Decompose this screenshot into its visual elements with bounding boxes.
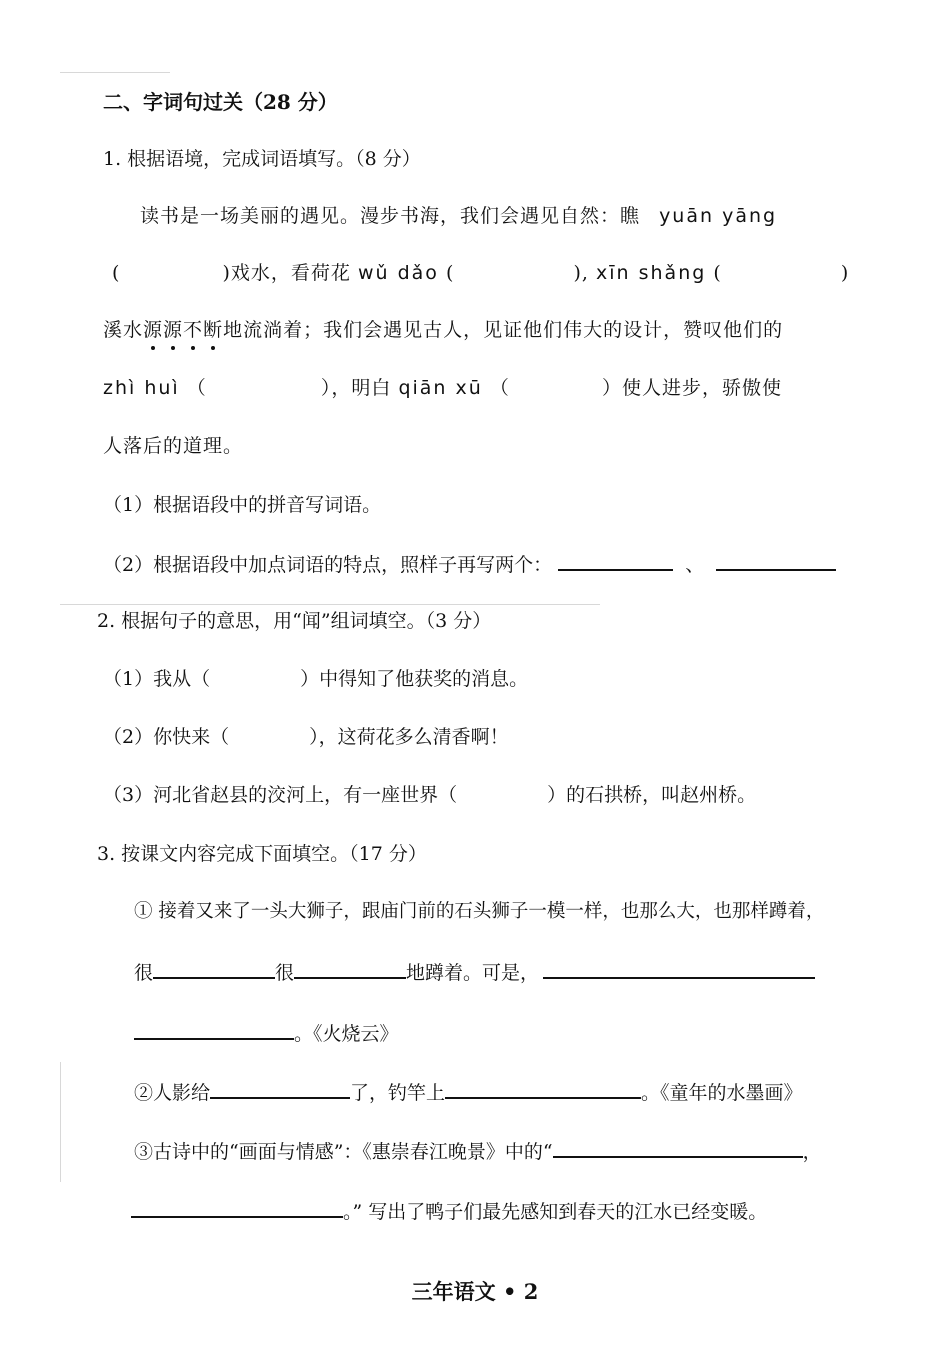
separator: 、 [685,554,705,576]
passage-text: )戏水，看荷花 [222,262,351,284]
passage-text: 溪水 [103,319,144,341]
q2-sentence-3 [103,783,756,807]
answer-line-5[interactable] [543,959,815,979]
q1-passage-line-3 [103,318,783,342]
close-paren: ） [601,377,622,399]
sentence-text: 。” 写出了鸭子们最先感知到春天的江水已经变暖。 [343,1201,768,1223]
q3-title: 3. 按课文内容完成下面填空。（17 分） [97,843,427,865]
answer-line-8[interactable] [445,1079,641,1099]
dotted-char: 不 [183,319,204,341]
q3-item-1-line-2 [134,959,815,985]
open-paren: ( [445,262,455,284]
q1-sub2 [103,551,836,577]
q3-item-1-line-3 [134,1020,399,1046]
scan-artifact-line [60,1062,61,1182]
answer-line-6[interactable] [134,1020,294,1040]
passage-text: 读书是一场美丽的遇见。漫步书海，我们会遇见自然：瞧 [140,205,641,227]
comma: ， [802,1141,822,1163]
scan-artifact-line [60,72,170,73]
q1-passage-line-4 [103,376,782,400]
q1-passage-line-2 [112,261,849,285]
answer-line-4[interactable] [294,959,406,979]
pinyin: zhì huì [103,377,180,399]
pinyin: wǔ dǎo [357,262,439,284]
answer-line-3[interactable] [153,959,275,979]
close-paren: ） [320,377,332,399]
q2-sentence-2 [103,725,509,749]
answer-line-7[interactable] [210,1079,350,1099]
q1-title: 1. 根据语境，完成词语填写。（8 分） [103,148,421,170]
dotted-char: 断 [203,319,224,341]
word-hen: 很 [275,962,295,984]
source-title: 。《童年的水墨画》 [641,1082,803,1104]
sentence-text: （1）我从（ [103,668,211,690]
answer-line-9[interactable] [553,1138,803,1158]
sentence-text: ）的石拱桥，叫赵州桥。 [547,784,757,806]
sentence-text: ③古诗中的“画面与情感”：《惠崇春江晚景》中的“ [134,1141,553,1163]
q1-sub1: （1）根据语段中的拼音写词语。 [103,494,382,516]
passage-text: 使人进步，骄傲使 [621,377,782,399]
q3-item-1-line-1: ① 接着又来了一头大狮子，跟庙门前的石头狮子一模一样，也那么大，也那样蹲着， [134,901,825,922]
sentence-text: ），这荷花多么清香啊！ [309,726,509,748]
q2-title: 2. 根据句子的意思，用“闻”组词填空。（3 分） [97,610,492,632]
source-title: 。《火烧云》 [294,1023,399,1045]
dotted-char: 源 [143,319,164,341]
close-paren: ) [840,262,850,284]
q1-passage-line-1 [140,204,777,228]
q1-passage-line-5: 人落后的道理。 [103,435,244,457]
pinyin: xīn shǎng [596,262,707,284]
passage-text: ，明白 [331,377,392,399]
dotted-word [143,319,223,341]
q3-item-3-line-1 [134,1138,822,1164]
sentence-text: （2）你快来（ [103,726,230,748]
open-paren: ( [713,262,722,284]
answer-line-2[interactable] [716,551,836,571]
answer-line-10[interactable] [131,1198,343,1218]
q3-item-3-line-2 [131,1198,767,1224]
page-footer: 三年语文 • 2 [411,1279,539,1304]
open-paren: ( [112,262,121,284]
open-paren: （ [489,377,510,399]
sentence-text: 地蹲着。可是， [406,962,540,984]
pinyin: qiān xū [398,377,483,399]
sentence-text: ）中得知了他获奖的消息。 [300,668,529,690]
pinyin: yuān yāng [659,205,778,227]
q2-sentence-1 [103,667,528,691]
sentence-text: （3）河北省赵县的洨河上，有一座世界（ [103,784,458,806]
open-paren: （ [186,377,207,399]
close-paren: ), [573,262,589,284]
section-heading: 二、字词句过关（28 分） [103,90,338,114]
word-hen: 很 [134,962,154,984]
scan-artifact-line [60,604,600,605]
q3-item-2 [134,1079,803,1105]
passage-text: 地流淌着；我们会遇见古人，见证他们伟大的设计，赞叹他们的 [223,319,784,341]
answer-line-1[interactable] [558,551,673,571]
sentence-text: 了，钓竿上 [350,1082,446,1104]
sub2-prompt: （2）根据语段中加点词语的特点，照样子再写两个： [103,554,553,576]
sentence-text: ②人影给 [134,1082,211,1104]
dotted-char: 源 [163,319,184,341]
